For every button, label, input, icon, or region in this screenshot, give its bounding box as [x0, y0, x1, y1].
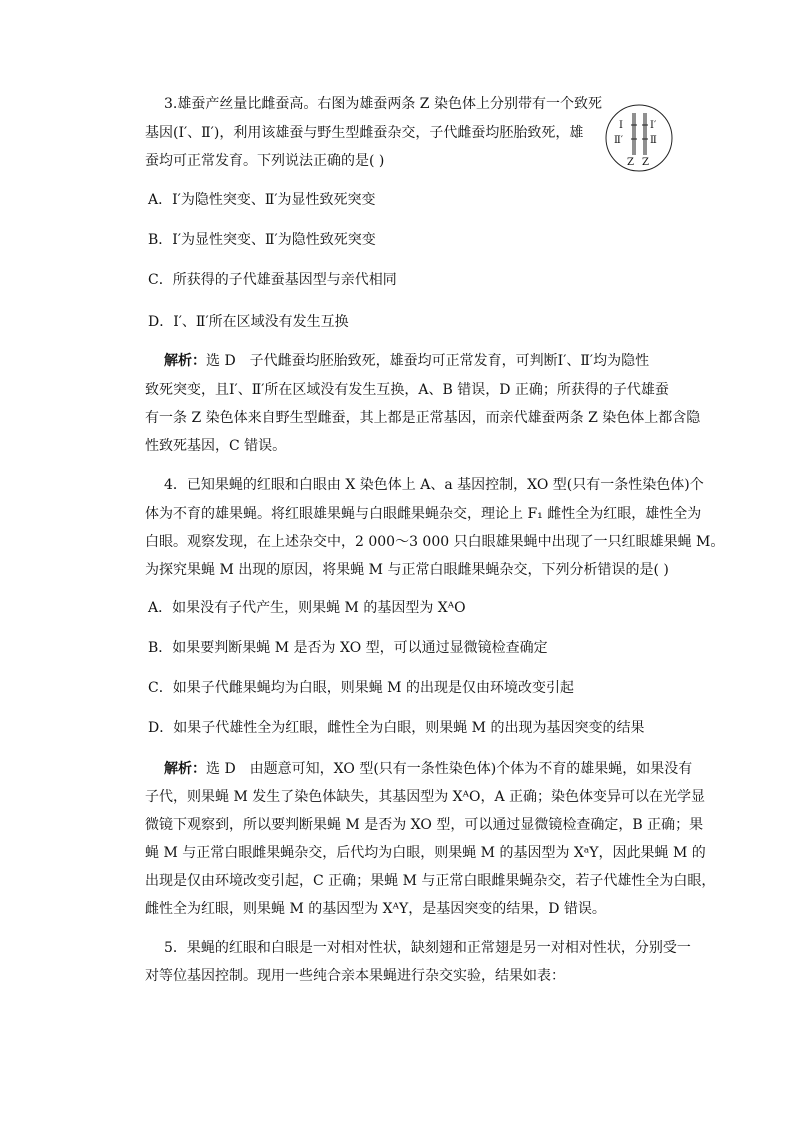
- q4-analysis-line6: 雌性全为红眼，则果蝇 M 的基因型为 XᴬY，是基因突变的结果，D 错误。: [145, 901, 606, 917]
- q3-stem-line3: 蚕均可正常发育。下列说法正确的是( ): [145, 153, 385, 169]
- q4-option-a: A．如果没有子代产生，则果蝇 M 的基因型为 XᴬO: [148, 600, 466, 616]
- q4-analysis-line1: [164, 759, 692, 779]
- q4-option-b: B．如果要判断果蝇 M 是否为 XO 型，可以通过显微镜检查确定: [148, 640, 548, 656]
- q4-stem-line2: 体为不育的雄果蝇。将红眼雄果蝇与白眼雌果蝇杂交，理论上 F₁ 雌性全为红眼，雄性全为: [145, 506, 702, 522]
- q3-analysis-text1: 选 D 子代雌蚕均胚胎致死，雄蚕均可正常发育，可判断Ⅰ′、Ⅱ′均为隐性: [206, 353, 650, 369]
- diagram-label-left-top: Ⅰ: [619, 120, 623, 131]
- q5-stem-line1: 5．果蝇的红眼和白眼是一对相对性状，缺刻翅和正常翅是另一对相对性状，分别受一: [164, 940, 691, 956]
- q4-stem-line3: 白眼。观察发现，在上述杂交中，2 000～3 000 只白眼雄果蝇中出现了一只红眼雄果蝇 M。: [145, 534, 725, 550]
- q4-stem-line1: 4．已知果蝇的红眼和白眼由 X 染色体上 A、a 基因控制，XO 型(只有一条性染色体)个: [164, 477, 704, 493]
- q5-stem-line2: 对等位基因控制。现用一些纯合亲本果蝇进行杂交实验，结果如表：: [145, 968, 565, 984]
- q4-analysis-label: 解析：: [164, 761, 206, 777]
- q3-option-b: B．Ⅰ′为显性突变、Ⅱ′为隐性致死突变: [148, 232, 376, 248]
- q4-analysis-line5: 出现是仅由环境改变引起，C 正确；果蝇 M 与正常白眼雌果蝇杂交，若子代雄性全为白眼，: [145, 873, 716, 889]
- q3-option-a: A．Ⅰ′为隐性突变、Ⅱ′为显性致死突变: [148, 192, 376, 208]
- chromosome-diagram: [604, 103, 674, 173]
- q4-analysis-line3: 微镜下观察到，所以要判断果蝇 M 是否为 XO 型，可以通过显微镜检查确定，B 正确；果: [145, 817, 704, 833]
- q4-analysis-line4: 蝇 M 与正常白眼雌果蝇杂交，后代均为白眼，则果蝇 M 的基因型为 XᵃY，因此果蝇 M 的: [145, 845, 706, 861]
- q3-option-c: C．所获得的子代雄蚕基因型与亲代相同: [148, 272, 397, 288]
- q4-option-d: D．如果子代雄性全为红眼，雌性全为白眼，则果蝇 M 的出现为基因突变的结果: [148, 720, 645, 736]
- q4-option-c: C．如果子代雌果蝇均为白眼，则果蝇 M 的出现是仅由环境改变引起: [148, 680, 574, 696]
- diagram-label-left-bottom: Ⅱ′: [614, 135, 624, 146]
- q3-analysis-line2: 致死突变，且Ⅰ′、Ⅱ′所在区域没有发生互换，A、B 错误，D 正确；所获得的子代雄蚕: [145, 382, 669, 398]
- q3-analysis-line4: 性致死基因，C 错误。: [145, 438, 287, 454]
- q3-analysis-label: 解析：: [164, 353, 206, 369]
- diagram-label-z-right: Z: [642, 157, 649, 168]
- q4-stem-line4: 为探究果蝇 M 出现的原因，将果蝇 M 与正常白眼雌果蝇杂交，下列分析错误的是( ): [145, 562, 669, 578]
- q3-option-d: D．Ⅰ′、Ⅱ′所在区域没有发生互换: [148, 314, 349, 330]
- q4-analysis-line2: 子代，则果蝇 M 发生了染色体缺失，其基因型为 XᴬO，A 正确；染色体变异可以在光学显: [145, 789, 706, 805]
- q3-analysis-line1: [164, 351, 649, 371]
- diagram-label-z-left: Z: [627, 157, 634, 168]
- q4-analysis-text1: 选 D 由题意可知，XO 型(只有一条性染色体)个体为不育的雄果蝇，如果没有: [206, 761, 693, 777]
- diagram-label-right-bottom: Ⅱ: [650, 135, 657, 146]
- diagram-label-right-top: Ⅰ′: [650, 120, 657, 131]
- q3-stem-line2: 基因(Ⅰ′、Ⅱ′)，利用该雄蚕与野生型雌蚕杂交，子代雌蚕均胚胎致死，雄: [145, 125, 584, 141]
- q3-analysis-line3: 有一条 Z 染色体来自野生型雌蚕，其上都是正常基因，而亲代雄蚕两条 Z 染色体上都含隐: [145, 410, 701, 426]
- q3-stem-line1: 3.雄蚕产丝量比雌蚕高。右图为雄蚕两条 Z 染色体上分别带有一个致死: [164, 96, 602, 112]
